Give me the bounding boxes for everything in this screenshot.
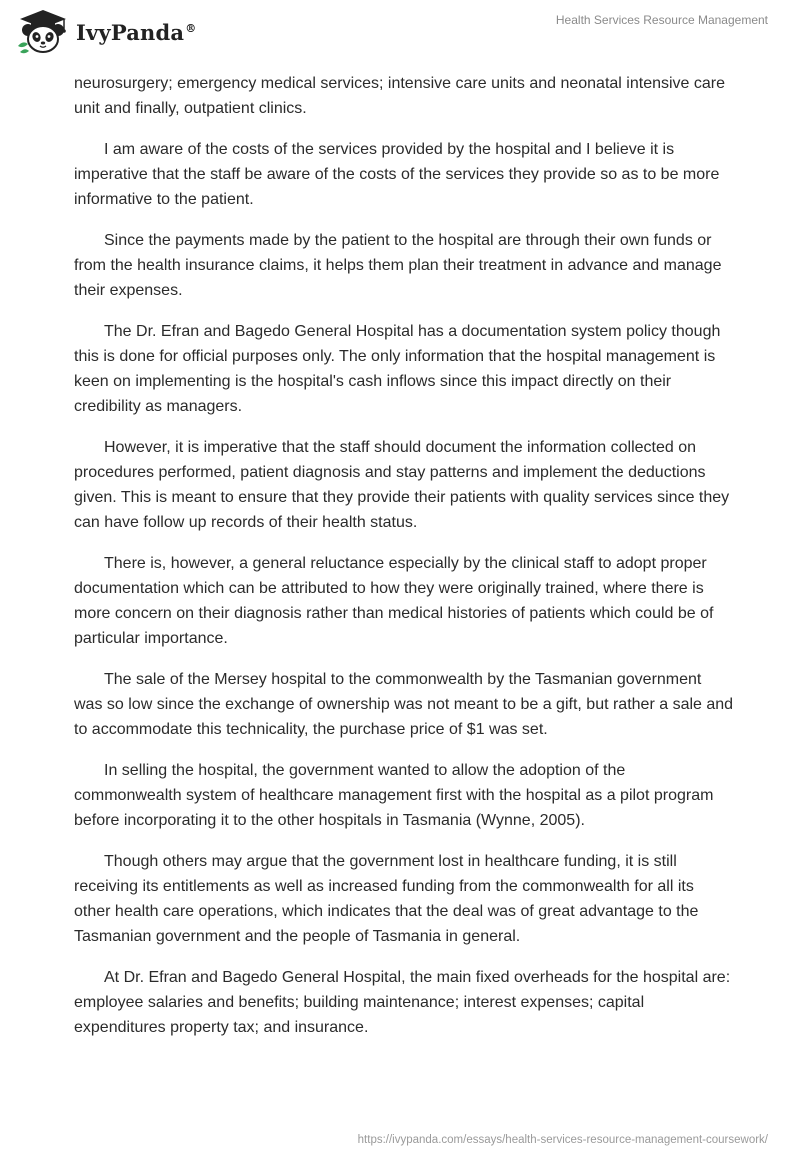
essay-body <box>74 71 734 1056</box>
paragraph-9: Though others may argue that the government lost in healthcare funding, it is still receiving its entitlements as well as increased funding from the commonwealth for all its other health care operations, which indicates that the deal was of great advantage to the Tasmanian government and the people of Tasmania in general. <box>74 853 699 945</box>
page-header <box>0 0 800 70</box>
brand-text: IvyPanda <box>76 19 185 45</box>
paragraph-5: However, it is imperative that the staff should document the information collected on procedures performed, patient diagnosis and stay patterns and implement the deductions given. This is meant to ensure that they provide their patients with quality services since they can have follow up records of their health status. <box>74 439 730 531</box>
paragraph-8: In selling the hospital, the government wanted to allow the adoption of the commonwealth system of healthcare management first with the hospital as a pilot program before incorporating it to the other hospitals in Tasmania (Wynne, 2005). <box>74 762 714 829</box>
ivypanda-logo[interactable] <box>14 8 196 56</box>
paragraph-1: neurosurgery; emergency medical services; intensive care units and neonatal intensive care unit and finally, outpatient clinics. <box>74 75 726 117</box>
paragraph-7: The sale of the Mersey hospital to the commonwealth by the Tasmanian government was so low since the exchange of ownership was not meant to be a gift, but rather a sale and to accommodate this technicality, the purchase price of $1 was set. <box>74 671 734 738</box>
brand-name <box>76 20 196 45</box>
paragraph-6: There is, however, a general reluctance especially by the clinical staff to adopt proper documentation which can be attributed to how they were originally trained, where there is more concern on their diagnosis rather than medical histories of patients which could be of particular importance. <box>74 555 714 647</box>
document-title: Health Services Resource Management <box>555 13 768 27</box>
panda-graduate-icon <box>14 8 72 56</box>
paragraph-4: The Dr. Efran and Bagedo General Hospital has a documentation system policy though this is done for official purposes only. The only information that the hospital management is keen on implementing is the hospital's cash inflows since this impact directly on their credibility as managers. <box>74 323 721 415</box>
paragraph-10: At Dr. Efran and Bagedo General Hospital, the main fixed overheads for the hospital are: employee salaries and benefits; building maintenance; interest expenses; capital expenditures property tax; and insurance. <box>74 969 731 1036</box>
source-url[interactable]: https://ivypanda.com/essays/health-services-resource-management-coursework/ <box>357 1134 768 1146</box>
paragraph-3: Since the payments made by the patient to the hospital are through their own funds or from the health insurance claims, it helps them plan their treatment in advance and manage their expenses. <box>74 232 722 299</box>
paragraph-2: I am aware of the costs of the services provided by the hospital and I believe it is imperative that the staff be aware of the costs of the services they provide so as to be more informative to the patient. <box>74 141 720 208</box>
registered-mark: ® <box>185 21 197 35</box>
